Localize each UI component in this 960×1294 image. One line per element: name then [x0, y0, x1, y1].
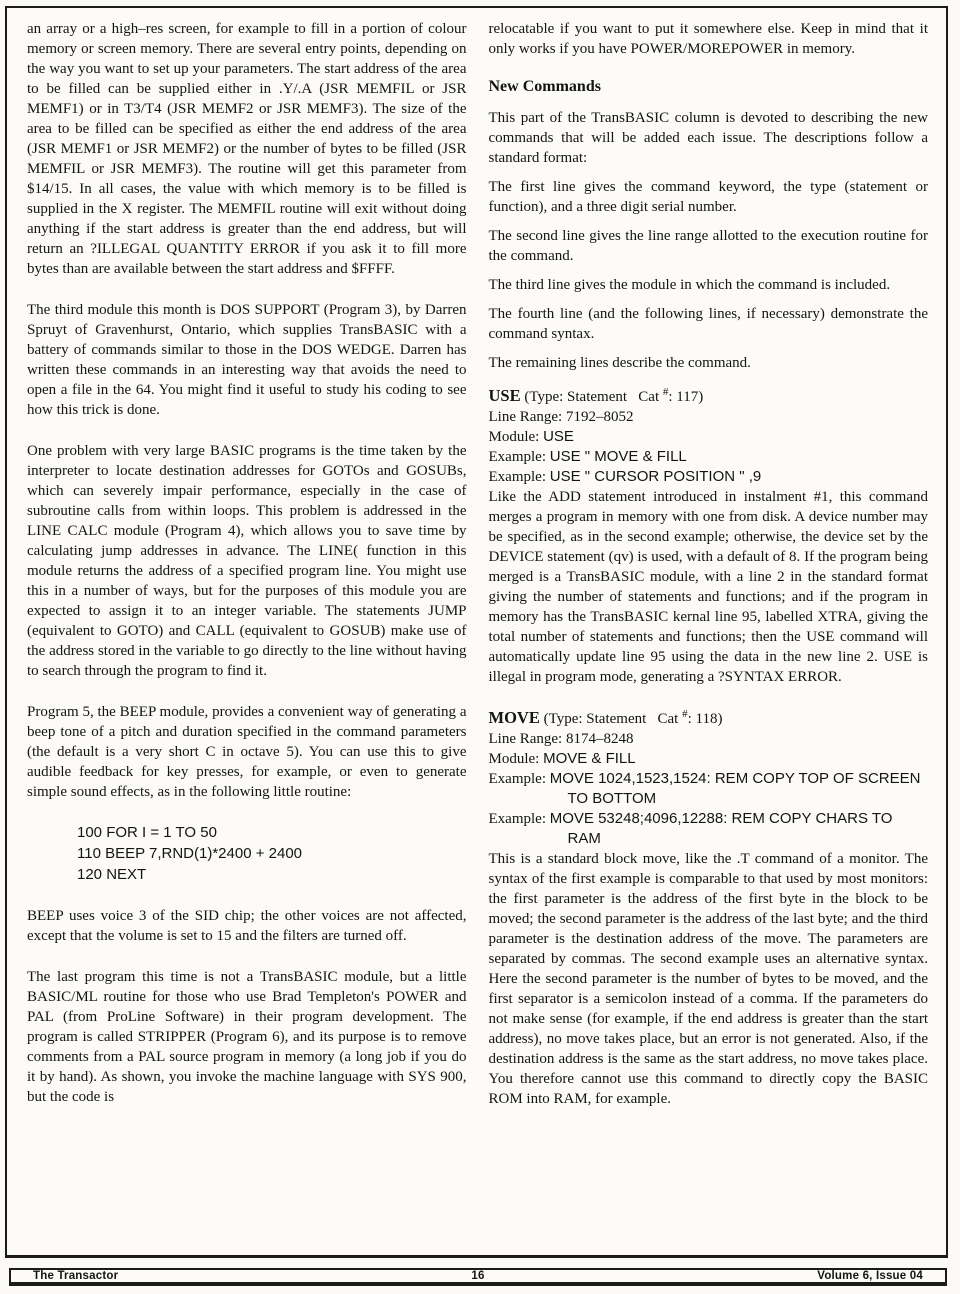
hash-symbol: #	[662, 386, 669, 398]
command-example: Example: MOVE 1024,1523,1524: REM COPY TOP OF SCREEN TO BOTTOM	[488, 770, 925, 807]
paragraph-format-line3: The third line gives the module in which the command is included.	[488, 277, 891, 293]
paragraph-beep: Program 5, the BEEP module, provides a convenient way of generating a beep tone of a pitch and duration specified in the command parameters (the default is a very short C in octave 5). You can use this to give audible feedback for key presses, for example, or even to generate simple sound effects, as in the following little routine:	[27, 704, 467, 800]
command-keyword: MOVE	[488, 708, 540, 727]
article-column-right	[489, 19, 929, 1130]
footer-page-number: 16	[471, 1270, 485, 1282]
paragraph-format-line2: The second line gives the line range allotted to the execution routine for the command.	[488, 228, 928, 264]
paragraph-format-line4: The fourth line (and the following lines, if necessary) demonstrate the command syntax.	[488, 306, 928, 342]
command-module: Module: MOVE & FILL	[488, 750, 636, 767]
code-line: 110 BEEP 7,RND(1)*2400 + 2400	[77, 845, 303, 862]
paragraph-dos-support: The third module this month is DOS SUPPORT (Program 3), by Darren Spruyt of Gravenhurst, Ontario, which supplies TransBASIC with a battery of commands similar to those in the DOS WEDGE. Darren has written these commands in an interesting way that avoids the need to open a file in the 64. You might find it useful to study his coding to see how this trick is done.	[27, 302, 467, 418]
paragraph-memfil: an array or a high–res screen, for example to fill in a portion of colour memory or screen memory. There are several entry points, depending on the way you want to set up your parameters. The start address of the area to be filled can be supplied either in .Y/.A (JSR MEMFIL or JSR MEMF1) or in T3/T4 (JSR MEMF2 or JSR MEMF3). The size of the area to be filled can be specified as either the end address of the area (JSR MEMF1 or JSR MEMF2) or the number of bytes to be filled (JSR MEMFIL or JSR MEMF3). The routine will get this parameter from $14/15. In all cases, the value with which memory is to be filled is supplied in the X register. The MEMFIL routine will exit without doing anything if the start address is greater than the end address, but will return an ?ILLEGAL QUANTITY ERROR if you ask it to fill more bytes than are available between the start address and $FFFF.	[27, 21, 467, 277]
command-example: Example: USE " MOVE & FILL	[488, 448, 687, 465]
paragraph-stripper: The last program this time is not a TransBASIC module, but a little BASIC/ML routine for those who use Brad Templeton's POWER and PAL (from ProLine Software) in their program development. The program is called STRIPPER (Program 6), and its purpose is to remove comments from a PAL source program in memory (a long job if you do it by hand). As shown, you invoke the machine language with SYS 900, but the code is	[27, 969, 467, 1105]
paragraph-line-calc: One problem with very large BASIC programs is the time taken by the interpreter to locate destination addresses for GOTOs and GOSUBs, which can severely impair performance, especially in the case of subroutine calls from within loops. This problem is addressed in the LINE CALC module (Program 4), which allows you to save time by calculating jump addresses in advance. The LINE( function in this module returns the address of a specified program line. You might use this in a number of ways, but for the purposes of this module you are expected to assign it to an integer variable. The statements JUMP (equivalent to GOTO) and CALL (equivalent to GOSUB) make use of the address stored in the variable to go directly to the line without having to search through the program to find it.	[27, 443, 467, 679]
command-block-move	[489, 708, 929, 1109]
command-module: Module: USE	[488, 428, 574, 445]
section-heading-new-commands: New Commands	[488, 78, 601, 95]
article-column-left	[27, 19, 467, 1130]
paragraph-relocatable: relocatable if you want to put it somewhere else. Keep in mind that it only works if you have POWER/MOREPOWER in memory.	[488, 21, 928, 57]
command-example: Example: USE " CURSOR POSITION " ,9	[488, 468, 762, 485]
hash-symbol: #	[682, 708, 688, 720]
paragraph-format-intro: This part of the TransBASIC column is devoted to describing the new commands that will be added each issue. The descriptions follow a standard format:	[488, 110, 928, 166]
article-page-border	[5, 6, 948, 1258]
paragraph-format-line1: The first line gives the command keyword, the type (statement or function), and a three digit serial number.	[488, 179, 928, 215]
footer-journal-name: The Transactor	[33, 1270, 119, 1282]
command-title: USE (Type: Statement Cat #: 117)	[488, 386, 704, 405]
command-line-range: Line Range: 7192–8052	[488, 409, 634, 425]
paragraph-beep-voice: BEEP uses voice 3 of the SID chip; the other voices are not affected, except that the volume is set to 15 and the filters are turned off.	[27, 908, 467, 944]
paragraph-format-remaining: The remaining lines describe the command.	[488, 355, 751, 371]
command-description: Like the ADD statement introduced in instalment #1, this command merges a program in memory with one from disk. A device number may be specified, as in the second example; otherwise, the device set by the DEVICE statement (qv) is used, with a default of 8. If the program being merged is a TransBASIC module, with a line 2 in the standard format giving the number of statements and functions; and if the program in memory has the TransBASIC kernal line 95, labelled XTRA, giving the total number of statements and functions; then the USE command will automatically update line 95 using the data in the new line 2. USE is illegal in program mode, generating a ?SYNTAX ERROR.	[488, 489, 928, 685]
command-line-range: Line Range: 8174–8248	[488, 731, 634, 747]
footer-issue-label: Volume 6, Issue 04	[817, 1270, 923, 1282]
two-column-layout	[27, 19, 928, 1130]
command-block-use	[489, 386, 929, 687]
basic-code-block	[77, 822, 467, 885]
command-title: MOVE (Type: Statement Cat #: 118)	[488, 708, 723, 727]
command-example: Example: MOVE 53248;4096,12288: REM COPY CHARS TO RAM	[488, 810, 897, 847]
command-keyword: USE	[488, 386, 521, 405]
command-description: This is a standard block move, like the .T command of a monitor. The syntax of the first example is comparable to that used by most monitors: the first parameter is the address of the first byte in the block to be moved; the second parameter is the address of the last byte; and the third parameter is the destination address of the move. The parameters are separated by commas. The second example uses an alternative syntax. Here the second parameter is the number of bytes to be moved, and the first separator is a semicolon instead of a comma. If the parameters do not make sense (for example, if the end address is greater than the start address), no move takes place, but an error is not generated. Also, if the destination address is the same as the start address, no move takes place. You therefore cannot use this command to directly copy the BASIC ROM into RAM, for example.	[488, 851, 928, 1107]
footer-bar	[9, 1268, 947, 1286]
code-line: 100 FOR I = 1 TO 50	[77, 824, 217, 841]
code-line: 120 NEXT	[77, 866, 147, 883]
